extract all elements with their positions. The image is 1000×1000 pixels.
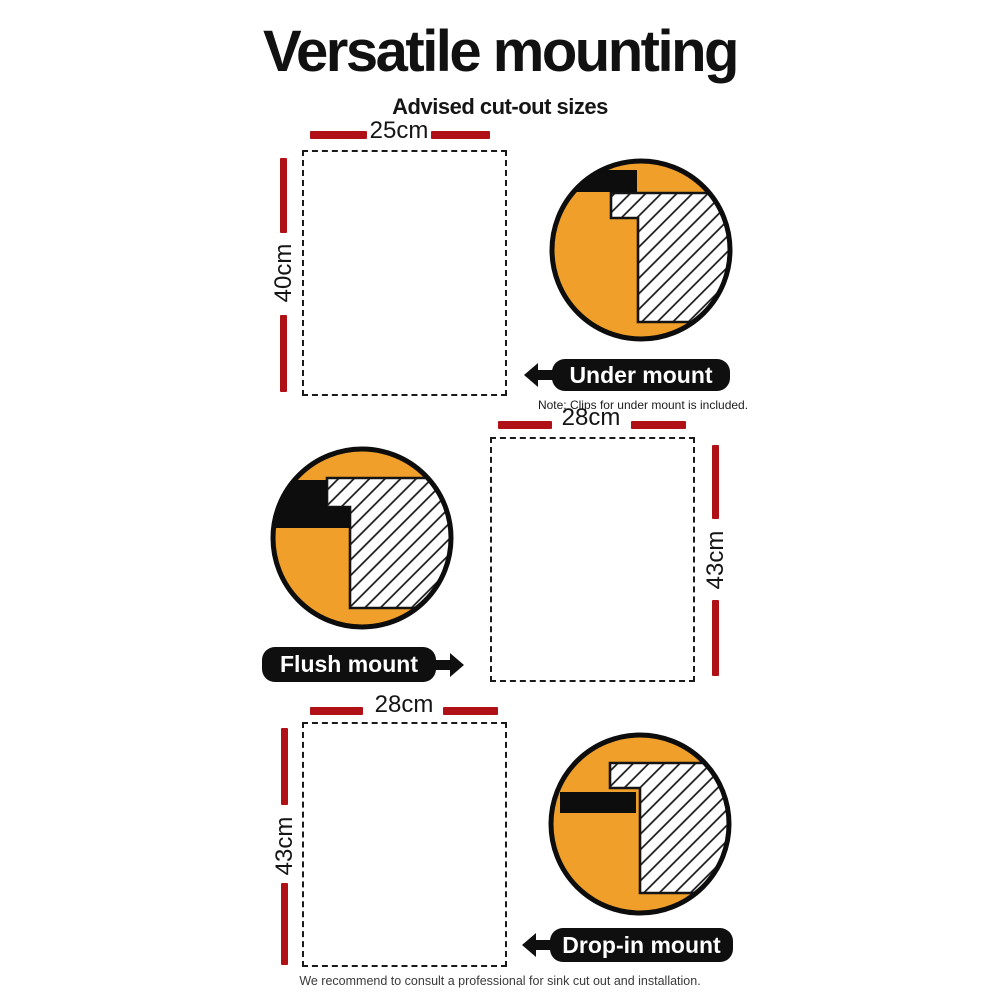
flush-mount-cross-section-icon	[270, 446, 454, 630]
flush-mount-label: Flush mount	[262, 647, 436, 682]
page-title: Versatile mounting	[263, 19, 737, 84]
dimension-bar	[431, 131, 490, 139]
dimension-bar	[281, 883, 288, 965]
dimension-bar	[712, 445, 719, 519]
dimension-bar	[280, 158, 287, 233]
left-arrow-icon	[524, 363, 554, 387]
dimension-bar	[443, 707, 498, 715]
dimension-bar	[310, 131, 367, 139]
drop-in-mount-label: Drop-in mount	[550, 928, 733, 962]
width-dimension-label-under: 25cm	[369, 117, 429, 144]
dimension-bar	[280, 315, 287, 392]
width-dimension-label-drop-in: 28cm	[374, 691, 434, 718]
dimension-bar	[712, 600, 719, 676]
under-mount-clips-note: Note: Clips for under mount is included.	[537, 398, 749, 412]
left-arrow-icon	[522, 933, 552, 957]
drop-in-mount-cross-section-icon	[548, 732, 732, 916]
page-subtitle: Advised cut-out sizes	[392, 94, 608, 119]
footer-note: We recommend to consult a professional for sink cut out and installation.	[299, 974, 701, 988]
height-dimension-label-flush: 43cm	[702, 530, 729, 590]
right-arrow-icon	[434, 653, 464, 677]
cutout-outline-flush-mount	[490, 437, 695, 682]
under-mount-label: Under mount	[552, 359, 730, 391]
width-dimension-label-flush: 28cm	[561, 404, 621, 431]
dimension-bar	[310, 707, 363, 715]
dimension-bar	[631, 421, 686, 429]
cutout-outline-drop-in-mount	[302, 722, 507, 967]
under-mount-cross-section-icon	[549, 158, 733, 342]
dimension-bar	[281, 728, 288, 805]
cutout-outline-under-mount	[302, 150, 507, 396]
height-dimension-label-drop-in: 43cm	[271, 816, 298, 876]
dimension-bar	[498, 421, 552, 429]
height-dimension-label-under: 40cm	[270, 243, 297, 303]
